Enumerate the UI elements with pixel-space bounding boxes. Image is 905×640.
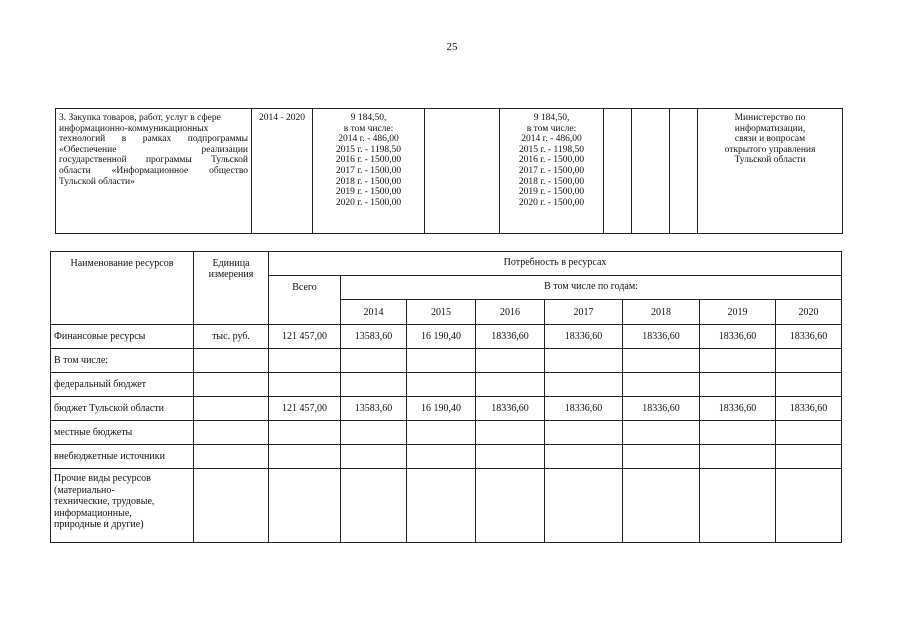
resource-value xyxy=(407,421,476,445)
other-resources-cell xyxy=(51,469,194,543)
activity-description-line: «Обеспечение реализации xyxy=(59,144,248,155)
resource-value: 18336,60 xyxy=(700,397,776,421)
table-row xyxy=(51,445,842,469)
activity-responsible-line: открытого управления xyxy=(724,144,816,155)
other-total xyxy=(269,469,341,543)
resource-value: 16 190,40 xyxy=(407,397,476,421)
activity-period-cell xyxy=(252,109,313,234)
resource-value xyxy=(700,445,776,469)
table-row xyxy=(51,373,842,397)
activity-regional-line: 9 184,50, xyxy=(533,113,570,123)
other-value xyxy=(545,469,623,543)
resource-value xyxy=(623,421,700,445)
resource-total: 121 457,00 xyxy=(269,325,341,349)
resource-name: Финансовые ресурсы xyxy=(51,325,194,349)
activity-total-line: 2015 г. - 1198,50 xyxy=(335,144,401,155)
activity-total-line: 2019 г. - 1500,00 xyxy=(335,187,402,198)
activity-regional-line: 2017 г. - 1500,00 xyxy=(518,165,585,176)
resource-value: 18336,60 xyxy=(623,397,700,421)
header-by-years: В том числе по годам: xyxy=(341,276,842,300)
activity-total-line: 2018 г. - 1500,00 xyxy=(335,176,402,187)
activity-total-line: 2020 г. - 1500,00 xyxy=(335,197,402,208)
resource-total xyxy=(269,421,341,445)
resource-value xyxy=(476,373,545,397)
resource-total xyxy=(269,373,341,397)
resource-value xyxy=(545,373,623,397)
other-value xyxy=(476,469,545,543)
resource-value: 13583,60 xyxy=(341,325,407,349)
table-row xyxy=(51,325,842,349)
header-unit: Единица измерения xyxy=(194,252,269,325)
activity-empty-cell xyxy=(670,109,698,234)
page-number: 25 xyxy=(446,41,458,53)
activity-table xyxy=(55,108,843,234)
other-resources-line: Прочие виды ресурсов xyxy=(54,473,151,484)
activity-regional-line: 2015 г. - 1198,50 xyxy=(518,144,584,155)
resource-unit xyxy=(194,421,269,445)
resource-value xyxy=(407,445,476,469)
other-unit xyxy=(194,469,269,543)
activity-description-cell xyxy=(56,109,252,234)
resource-value: 18336,60 xyxy=(700,325,776,349)
activity-responsible-cell xyxy=(698,109,843,234)
activity-regional-line: 2019 г. - 1500,00 xyxy=(518,187,585,198)
activity-responsible-line: связи и вопросам xyxy=(734,134,806,145)
activity-responsible-line: информатизации, xyxy=(734,123,806,134)
activity-local-cell xyxy=(604,109,632,234)
header-resource-name: Наименование ресурсов xyxy=(51,252,194,325)
activity-responsible-line: Тульской области xyxy=(734,155,806,166)
resource-value xyxy=(623,445,700,469)
resource-value xyxy=(341,445,407,469)
resource-value xyxy=(776,373,842,397)
table-row xyxy=(51,397,842,421)
activity-description-line: технологий в рамках подпрограммы xyxy=(59,134,248,145)
year-header: 2017 xyxy=(545,300,623,325)
resource-value xyxy=(776,421,842,445)
table-row xyxy=(51,421,842,445)
other-value xyxy=(407,469,476,543)
year-header: 2019 xyxy=(700,300,776,325)
activity-description-line: области «Информационное общество xyxy=(59,165,248,176)
resource-unit xyxy=(194,397,269,421)
resource-value xyxy=(545,445,623,469)
resource-value xyxy=(700,349,776,373)
header-need: Потребность в ресурсах xyxy=(269,252,842,276)
activity-regional-line: 2014 г. - 486,00 xyxy=(521,134,582,145)
activity-total-line: 9 184,50, xyxy=(350,113,387,123)
resources-table xyxy=(50,251,842,543)
activity-description-line: 3. Закупка товаров, работ, услуг в сфере xyxy=(59,113,221,123)
resource-value xyxy=(476,421,545,445)
other-resources-line: технические, трудовые, xyxy=(54,496,155,507)
resource-value: 18336,60 xyxy=(476,397,545,421)
resource-value: 18336,60 xyxy=(623,325,700,349)
resource-name: внебюджетные источники xyxy=(51,445,194,469)
activity-regional-line: в том числе: xyxy=(526,123,577,134)
resource-name: бюджет Тульской области xyxy=(51,397,194,421)
resource-name: местные бюджеты xyxy=(51,421,194,445)
resource-total xyxy=(269,445,341,469)
activity-total-line: в том числе: xyxy=(343,123,394,134)
activity-total-line: 2016 г. - 1500,00 xyxy=(335,155,402,166)
table-row xyxy=(51,469,842,543)
activity-total-line: 2014 г. - 486,00 xyxy=(338,134,399,145)
resource-unit xyxy=(194,445,269,469)
activity-regional-line: 2018 г. - 1500,00 xyxy=(518,176,585,187)
resource-value xyxy=(623,373,700,397)
resource-value xyxy=(623,349,700,373)
other-resources-line: информационные, xyxy=(54,507,132,519)
activity-extrabudget-cell xyxy=(632,109,670,234)
resource-value xyxy=(407,349,476,373)
year-header: 2020 xyxy=(776,300,842,325)
activity-description-line: Тульской области» xyxy=(59,176,135,187)
other-value xyxy=(341,469,407,543)
resource-value: 18336,60 xyxy=(776,325,842,349)
table-row xyxy=(51,349,842,373)
year-header: 2016 xyxy=(476,300,545,325)
resource-value xyxy=(776,445,842,469)
resource-unit xyxy=(194,349,269,373)
resource-value xyxy=(476,349,545,373)
year-header: 2014 xyxy=(341,300,407,325)
other-value xyxy=(776,469,842,543)
resource-value xyxy=(407,373,476,397)
resource-value: 18336,60 xyxy=(545,325,623,349)
resource-value xyxy=(341,421,407,445)
resource-value: 18336,60 xyxy=(476,325,545,349)
resource-value xyxy=(341,349,407,373)
resource-value xyxy=(545,349,623,373)
resource-value: 18336,60 xyxy=(545,397,623,421)
year-header: 2018 xyxy=(623,300,700,325)
year-header: 2015 xyxy=(407,300,476,325)
resource-value: 18336,60 xyxy=(776,397,842,421)
resource-value xyxy=(545,421,623,445)
activity-total-line: 2017 г. - 1500,00 xyxy=(335,165,402,176)
resource-value xyxy=(476,445,545,469)
activity-regional-cell xyxy=(500,109,604,234)
activity-responsible-line: Министерство по xyxy=(734,113,806,123)
other-value xyxy=(700,469,776,543)
header-total: Всего xyxy=(269,276,341,325)
resource-total: 121 457,00 xyxy=(269,397,341,421)
resource-value xyxy=(341,373,407,397)
resource-total xyxy=(269,349,341,373)
activity-regional-line: 2020 г. - 1500,00 xyxy=(518,197,585,208)
activity-regional-line: 2016 г. - 1500,00 xyxy=(518,155,585,166)
activity-total-cell xyxy=(313,109,425,234)
activity-description-line: информационно-коммуникационных xyxy=(59,123,209,134)
activity-description-line: государственной программы Тульской xyxy=(59,155,248,166)
other-value xyxy=(623,469,700,543)
resource-unit: тыс. руб. xyxy=(194,325,269,349)
resource-value: 16 190,40 xyxy=(407,325,476,349)
resource-value xyxy=(776,349,842,373)
other-resources-line: (материально- xyxy=(54,484,115,496)
resource-name: федеральный бюджет xyxy=(51,373,194,397)
resource-value: 13583,60 xyxy=(341,397,407,421)
activity-federal-cell xyxy=(425,109,500,234)
resource-value xyxy=(700,373,776,397)
other-resources-line: природные и другие) xyxy=(54,519,144,530)
resource-name: В том числе: xyxy=(51,349,194,373)
resource-unit xyxy=(194,373,269,397)
resource-value xyxy=(700,421,776,445)
activity-period: 2014 - 2020 xyxy=(259,113,305,123)
